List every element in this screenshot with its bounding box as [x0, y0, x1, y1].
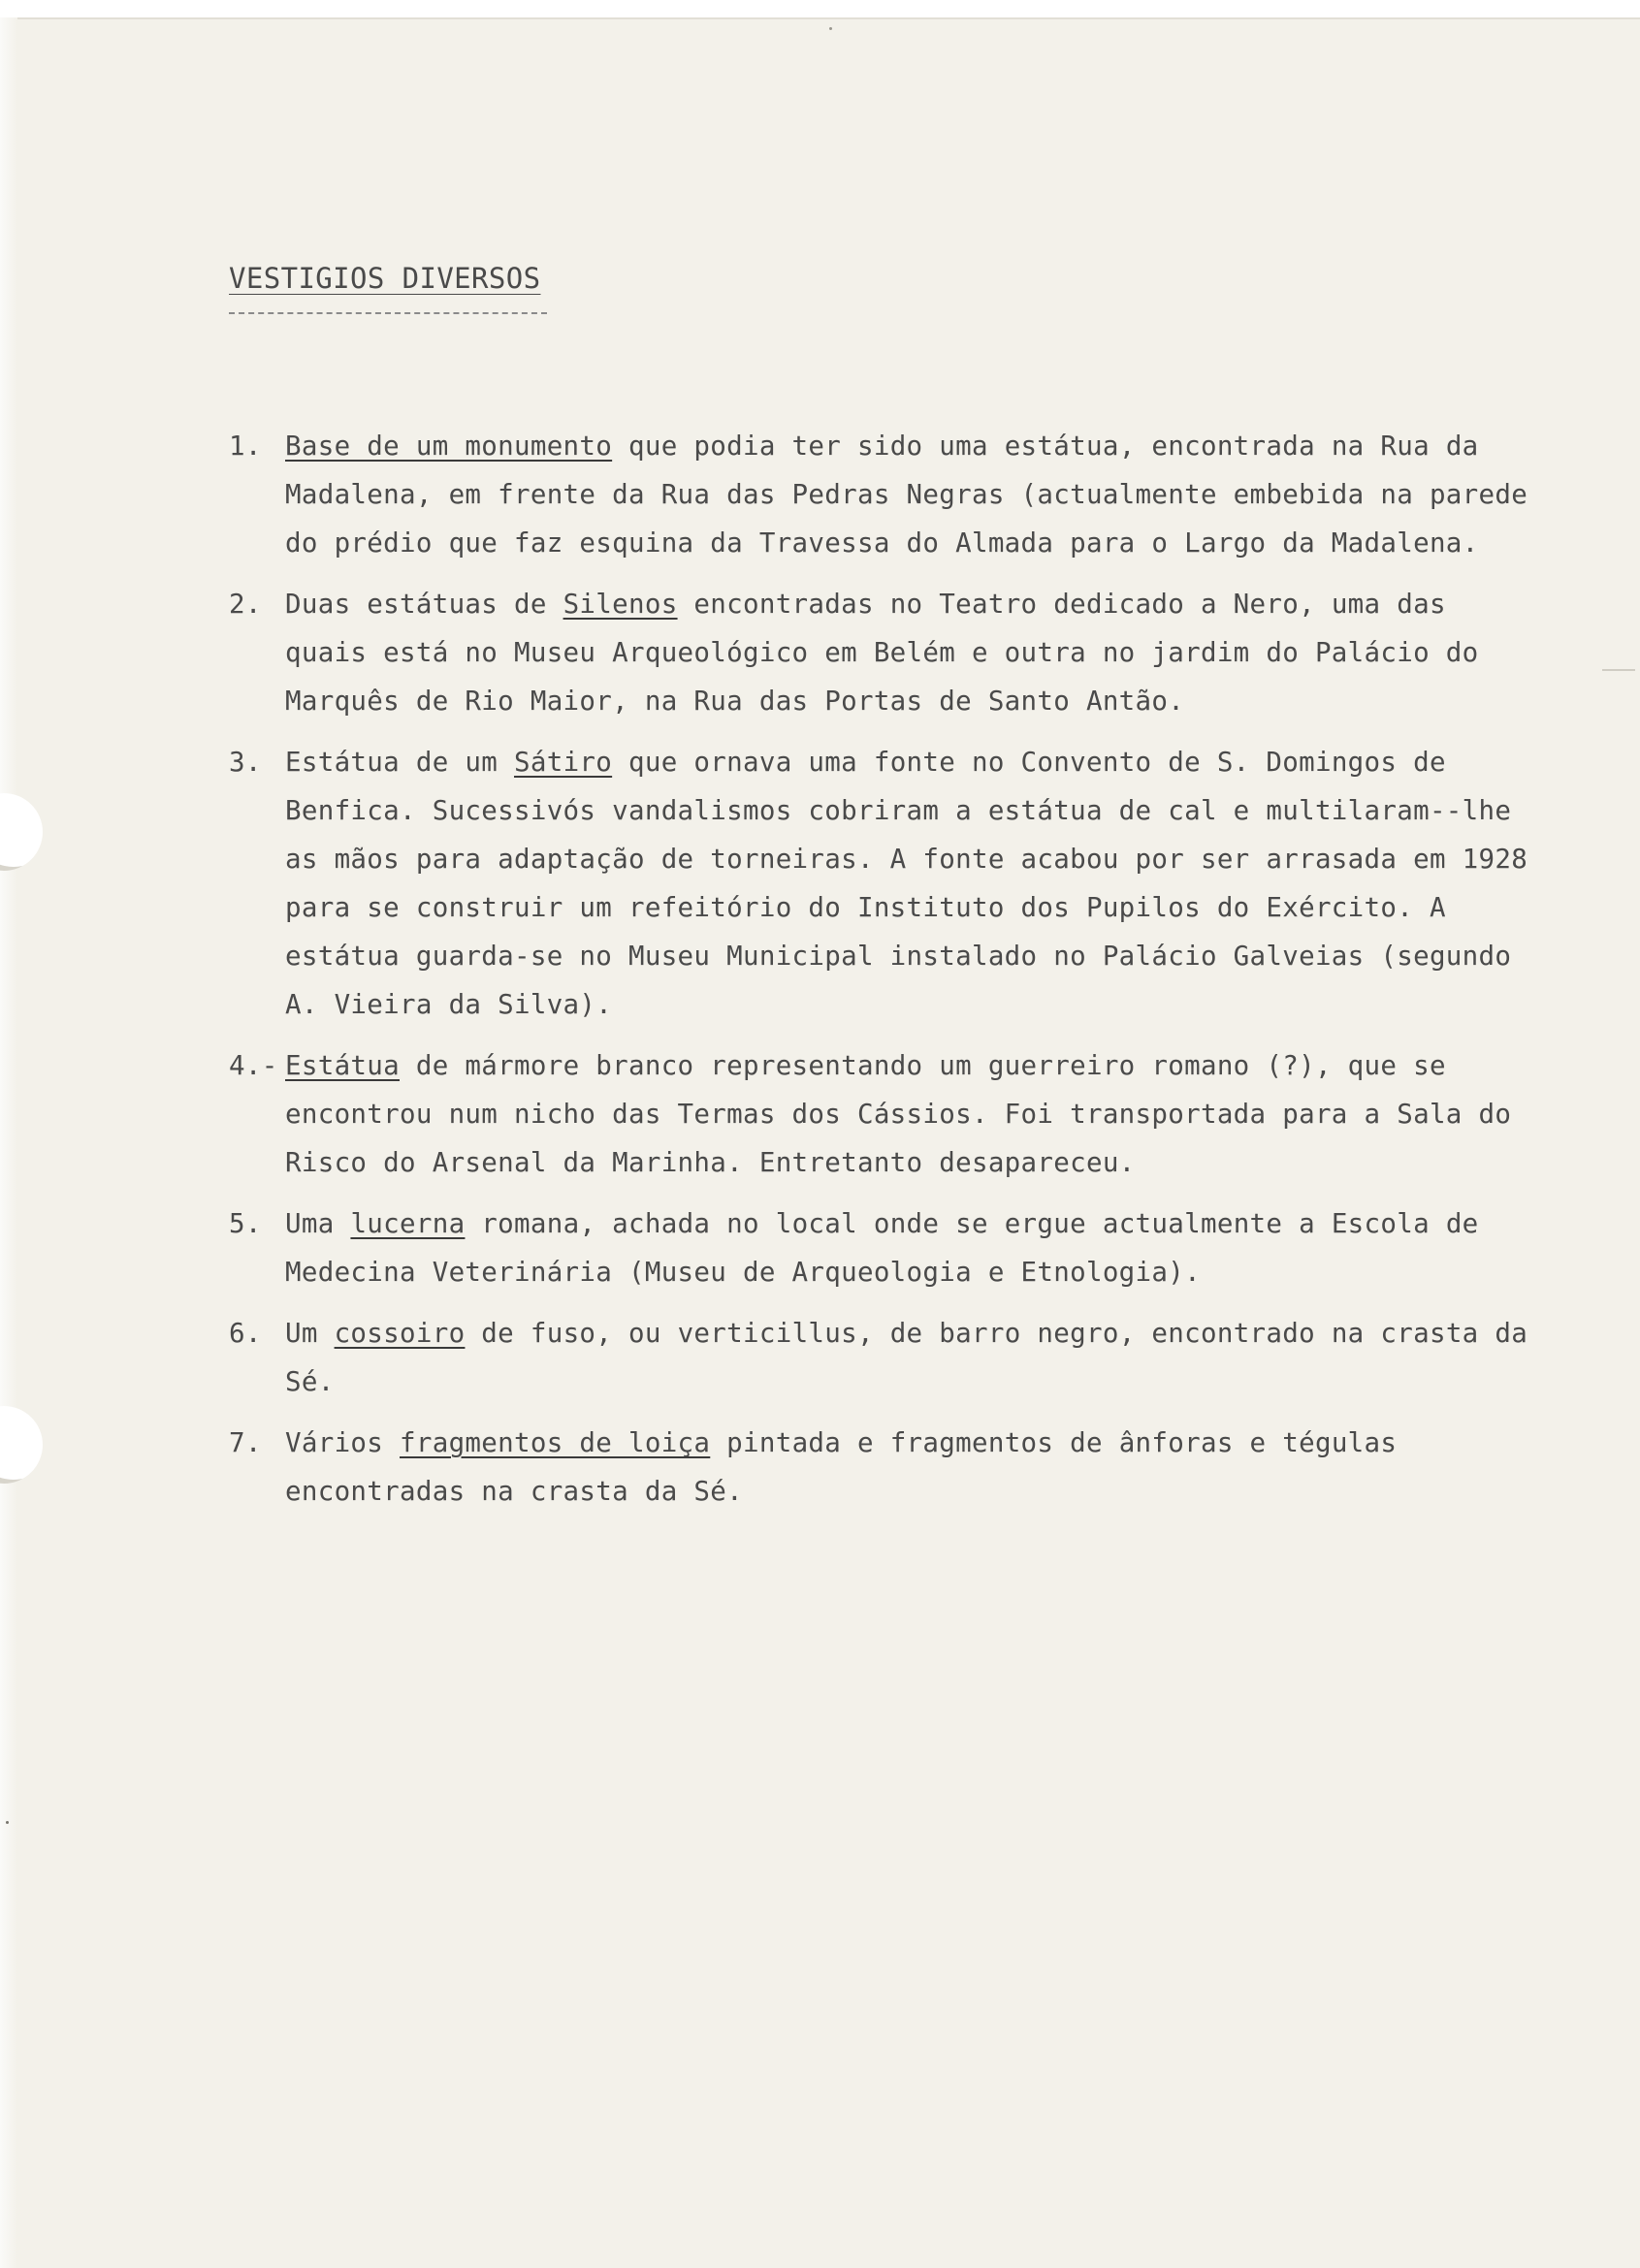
paper-speck	[829, 27, 832, 30]
entry-keyword: lucerna	[350, 1208, 466, 1239]
list-item	[229, 422, 1538, 567]
entry-text	[285, 1208, 1479, 1288]
entry-prefix: Um	[285, 1318, 335, 1349]
entry-description: de mármore branco representando um guerreiro romano (?), que se encontrou num nicho das Termas dos Cássios. Foi transportada para a Sala do Risco do Arsenal da Marinha. Entretanto desapareceu.	[285, 1050, 1512, 1178]
list-item	[229, 738, 1538, 1029]
entry-prefix: Vários	[285, 1427, 400, 1458]
entry-keyword: Silenos	[563, 589, 678, 620]
entry-description: pintada e fragmentos de ânforas e tégulas encontradas na crasta da Sé.	[285, 1427, 1398, 1507]
entry-keyword: Estátua	[285, 1050, 400, 1081]
paper-left-edge	[0, 17, 17, 2268]
entry-keyword: Base de um monumento	[285, 431, 613, 462]
entry-description: que ornava uma fonte no Convento de S. Domingos de Benfica. Sucessivós vandalismos cobriram a estátua de cal e multilaram--lhe as mãos para adaptação de torneiras. A fonte acabou por ser arrasada em 1928 para se construir um refeitório do Instituto dos Pupilos do Exército. A estátua guarda-se no Museu Municipal instalado no Palácio Galveias (segundo A. Vieira da Silva).	[285, 747, 1528, 1020]
list-item	[229, 1041, 1538, 1187]
entry-number: 2.	[229, 589, 262, 620]
list-item	[229, 580, 1538, 725]
entry-keyword: cossoiro	[334, 1318, 466, 1349]
entry-description: de fuso, ou verticillus, de barro negro, encontrado na crasta da Sé.	[285, 1318, 1528, 1397]
entry-description: que podia ter sido uma estátua, encontrada na Rua da Madalena, em frente da Rua das Pedras Negras (actualmente embebida na parede do prédio que faz esquina da Travessa do Almada para o Largo da Madalena.	[285, 431, 1528, 559]
paper-speck	[6, 1821, 9, 1824]
entry-text	[285, 431, 1527, 559]
entry-number: 4.-	[229, 1050, 278, 1081]
entry-number: 7.	[229, 1427, 262, 1458]
entry-keyword: fragmentos de loiça	[400, 1427, 711, 1458]
entry-text	[285, 1050, 1511, 1178]
entry-number: 1.	[229, 431, 262, 462]
entry-number: 3.	[229, 747, 262, 778]
entry-prefix: Estátua de um	[285, 747, 514, 778]
entry-text	[285, 747, 1527, 1020]
entry-text	[285, 1318, 1527, 1397]
title-underline-rule	[229, 312, 547, 314]
list-item	[229, 1309, 1538, 1406]
entry-description: romana, achada no local onde se ergue actualmente a Escola de Medecina Veterinária (Museu de Arqueologia e Etnologia).	[285, 1208, 1479, 1288]
page-title: VESTIGIOS DIVERSOS	[229, 262, 541, 295]
margin-mark	[1602, 669, 1635, 671]
list-item	[229, 1199, 1538, 1296]
list-item	[229, 1419, 1538, 1516]
entry-prefix: Duas estátuas de	[285, 589, 563, 620]
entry-prefix: Uma	[285, 1208, 351, 1239]
entry-text	[285, 589, 1479, 717]
entry-description: encontradas no Teatro dedicado a Nero, uma das quais está no Museu Arqueológico em Belém e outra no jardim do Palácio do Marquês de Rio Maior, na Rua das Portas de Santo Antão.	[285, 589, 1479, 717]
entry-number: 5.	[229, 1208, 262, 1239]
entry-keyword: Sátiro	[514, 747, 613, 778]
entry-list	[229, 422, 1538, 1528]
entry-text	[285, 1427, 1397, 1507]
entry-number: 6.	[229, 1318, 262, 1349]
